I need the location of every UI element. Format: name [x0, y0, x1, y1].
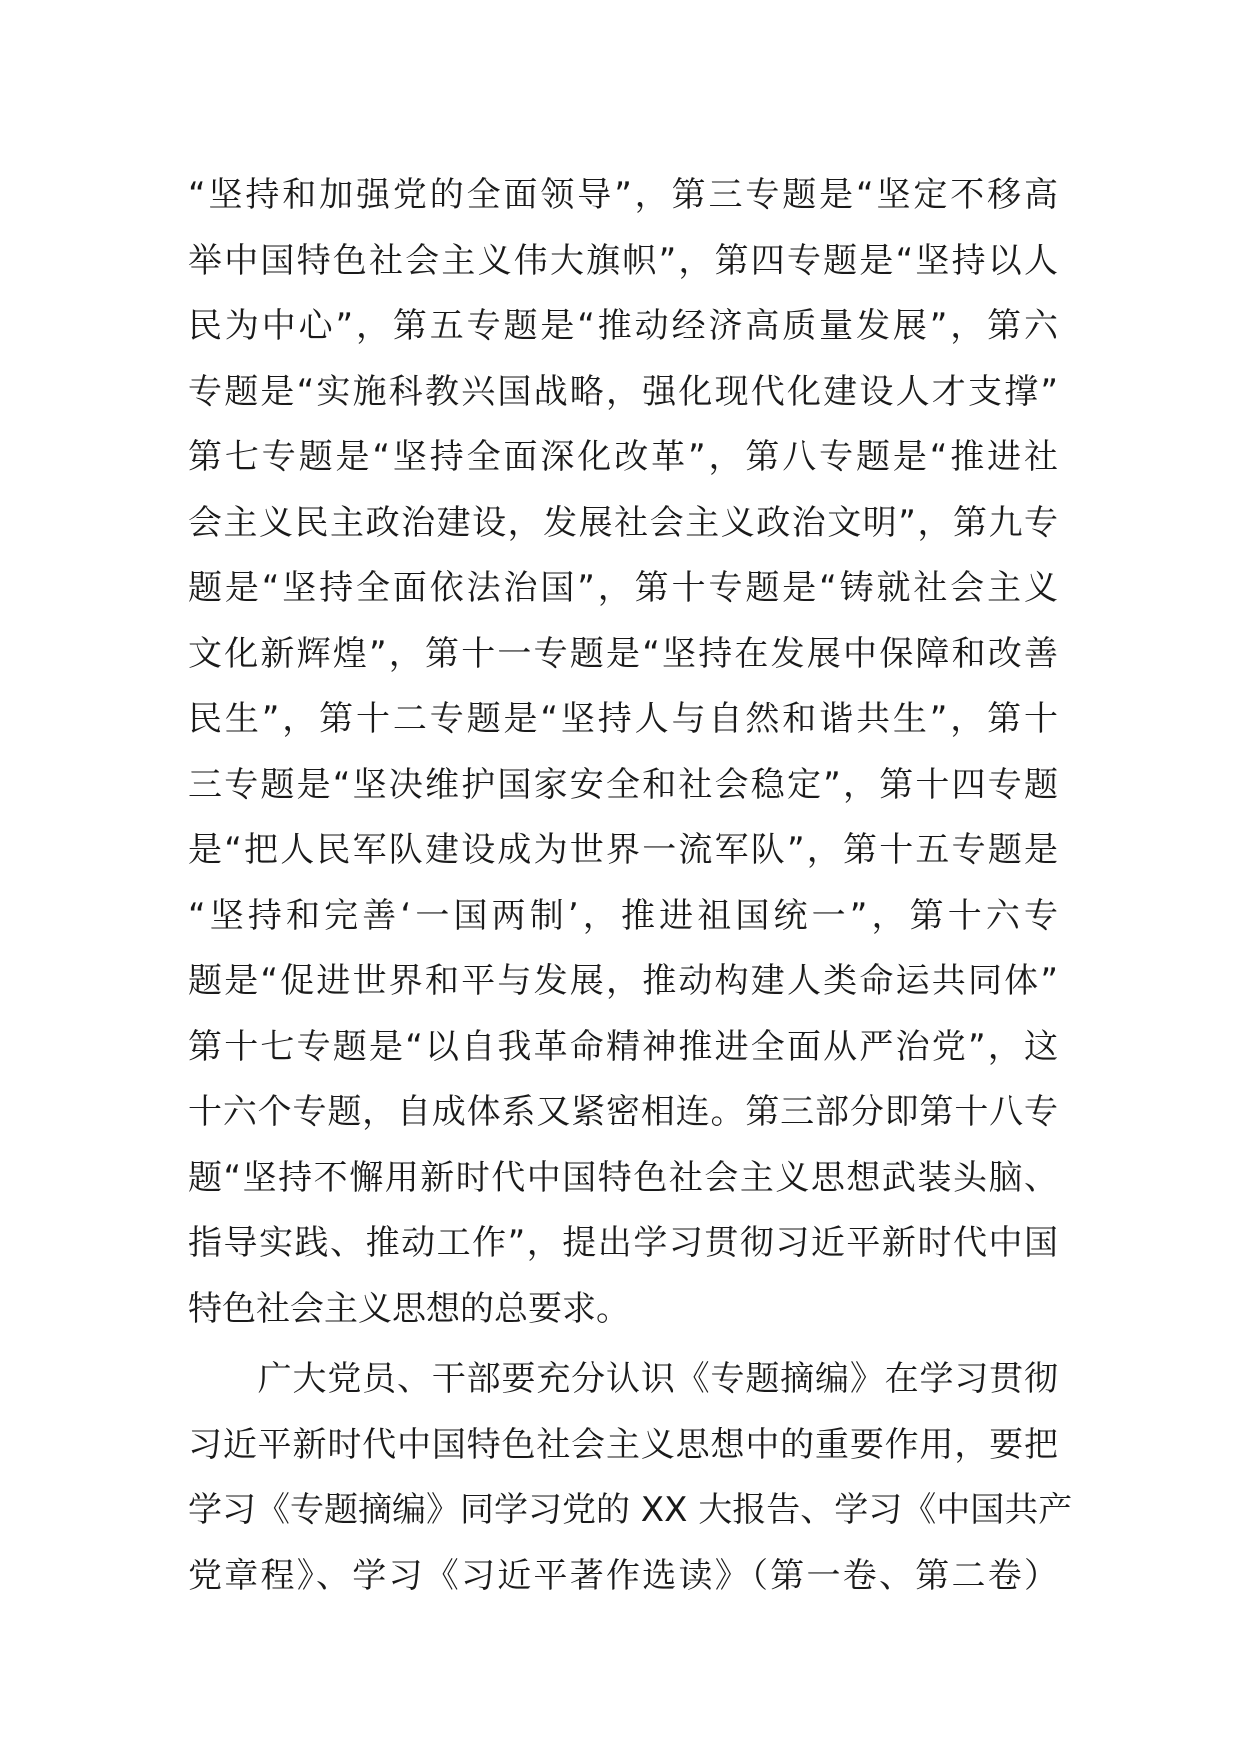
body-text — [188, 163, 1073, 1609]
text-line: 举中国特色社会主义伟大旗帜”，第四专题是“坚持以人 — [188, 240, 1058, 281]
text-line: 题是“坚持全面依法治国”，第十专题是“铸就社会主义 — [188, 568, 1058, 608]
text-line: 题“坚持不懈用新时代中国特色社会主义思想武装头脑、 — [188, 1157, 1058, 1198]
text-line: “坚持和加强党的全面领导”，第三专题是“坚定不移高 — [188, 175, 1058, 215]
text-line: 指导实践、推动工作”，提出学习贯彻习近平新时代中国 — [188, 1223, 1058, 1263]
text-line: 专题是“实施科教兴国战略，强化现代化建设人才支撑” — [188, 371, 1058, 412]
text-line: 第十七专题是“以自我革命精神推进全面从严治党”，这 — [188, 1026, 1058, 1067]
paragraph-study-requirements — [188, 1347, 1073, 1609]
text-line: “坚持和完善‘一国两制’，推进祖国统一”，第十六专 — [188, 895, 1058, 936]
text-line: 民为中心”，第五专题是“推动经济高质量发展”，第六 — [188, 306, 1058, 346]
text-line: 文化新辉煌”，第十一专题是“坚持在发展中保障和改善 — [188, 633, 1058, 674]
text-line: 学习《专题摘编》同学习党的 XX 大报告、学习《中国共产 — [188, 1490, 1073, 1530]
paragraph-topics — [188, 163, 1058, 1342]
text-line: 十六个专题，自成体系又紧密相连。第三部分即第十八专 — [188, 1092, 1058, 1132]
text-line: 民生”，第十二专题是“坚持人与自然和谐共生”，第十 — [188, 699, 1058, 739]
text-line: 特色社会主义思想的总要求。 — [188, 1288, 630, 1329]
text-line: 题是“促进世界和平与发展，推动构建人类命运共同体” — [188, 961, 1058, 1001]
text-line: 会主义民主政治建设，发展社会主义政治文明”，第九专 — [188, 502, 1058, 543]
text-line: 广大党员、干部要充分认识《专题摘编》在学习贯彻 — [188, 1359, 1058, 1399]
text-line: 三专题是“坚决维护国家安全和社会稳定”，第十四专题 — [188, 764, 1058, 805]
text-line: 第七专题是“坚持全面深化改革”，第八专题是“推进社 — [188, 437, 1058, 477]
text-line: 习近平新时代中国特色社会主义思想中的重要作用，要把 — [188, 1424, 1058, 1465]
text-line: 党章程》、学习《习近平著作选读》（第一卷、第二卷） — [188, 1555, 1058, 1596]
text-line: 是“把人民军队建设成为世界一流军队”，第十五专题是 — [188, 830, 1058, 870]
